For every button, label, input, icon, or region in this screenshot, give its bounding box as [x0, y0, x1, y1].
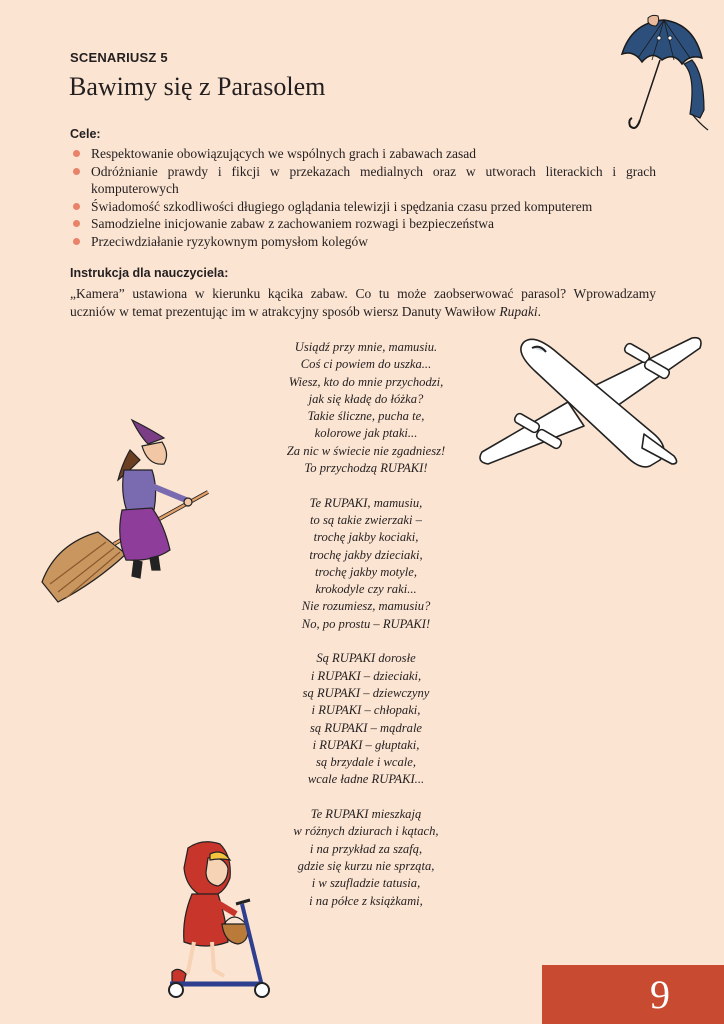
- umbrella-character-illustration: [612, 14, 712, 140]
- goal-item: Respektowanie obowiązujących we wspólnych grach i zabawach zasad: [70, 145, 656, 163]
- poem-line: trochę jakby kociaki,: [313, 530, 419, 545]
- poem-line: w różnych dziurach i kątach,: [293, 824, 439, 839]
- poem-line: Te RUPAKI, mamusiu,: [309, 495, 423, 510]
- poem-line: są RUPAKI – mądrale: [309, 720, 423, 735]
- goals-heading: Cele:: [70, 127, 101, 141]
- poem-line: i RUPAKI – chłopaki,: [311, 703, 421, 718]
- goal-item: Przeciwdziałanie ryzykownym pomysłom kolegów: [70, 233, 656, 251]
- page-title: Bawimy się z Parasolem: [69, 72, 326, 101]
- instructions-body: „Kamera” ustawiona w kierunku kącika zabaw. Co tu może zaobserwować parasol? Wprowadzamy uczniów w temat prezentując im w atrakcyjny sposób wiersz Danuty Wawiłow: [70, 286, 656, 319]
- poem-line: są brzydale i wcale,: [315, 755, 417, 770]
- poem-line: kolorowe jak ptaki...: [314, 426, 418, 441]
- poem-line: krokodyle czy raki...: [315, 582, 417, 597]
- poem-stanza: [226, 650, 506, 788]
- poem-line: wcale ładne RUPAKI...: [307, 772, 425, 787]
- goal-item: Świadomość szkodliwości długiego oglądania telewizji i spędzania czasu przed komputerem: [70, 198, 656, 216]
- poem-line: i RUPAKI – dzieciaki,: [310, 668, 422, 683]
- goals-list: [70, 145, 656, 250]
- poem-stanza: [226, 339, 506, 477]
- poem-line: Za nic w świecie nie zgadniesz!: [286, 443, 446, 458]
- poem-line: trochę jakby motyle,: [315, 564, 417, 579]
- instructions-text: [70, 285, 656, 321]
- scenario-label: SCENARIUSZ 5: [70, 50, 168, 65]
- instructions-heading: Instrukcja dla nauczyciela:: [70, 266, 229, 280]
- poem-line: i w szufladzie tatusia,: [311, 876, 421, 891]
- poem-line: Nie rozumiesz, mamusiu?: [301, 599, 431, 614]
- poem-line: Wiesz, kto do mnie przychodzi,: [288, 374, 444, 389]
- poem-line: Są RUPAKI dorosłe: [316, 651, 416, 666]
- poem-line: to są takie zwierzaki –: [310, 512, 422, 527]
- witch-on-broom-illustration: [36, 414, 216, 606]
- poem-line: i na półce z książkami,: [309, 893, 423, 908]
- poem-line: trochę jakby dzieciaki,: [309, 547, 423, 562]
- poem-line: i RUPAKI – głuptaki,: [312, 737, 420, 752]
- instructions-end: .: [537, 304, 542, 319]
- poem-line: No, po prostu – RUPAKI!: [301, 616, 431, 631]
- goal-item: Samodzielne inicjowanie zabaw z zachowaniem rozwagi i bezpieczeństwa: [70, 215, 656, 233]
- goal-item: Odróżnianie prawdy i fikcji w przekazach medialnych oraz w utworach literackich i grach komputerowych: [70, 163, 656, 198]
- poem-stanza: [226, 495, 506, 633]
- poem-line: jak się kładę do łóżka?: [308, 391, 424, 406]
- poem-line: Coś ci powiem do uszka...: [300, 357, 432, 372]
- page-number: 9: [650, 972, 670, 1017]
- poem-title-reference: Rupaki: [499, 304, 538, 319]
- poem-line: Usiądź przy mnie, mamusiu.: [294, 340, 438, 354]
- airplane-illustration: [474, 330, 706, 480]
- poem-line: są RUPAKI – dziewczyny: [302, 685, 430, 700]
- poem-line: Takie śliczne, pucha te,: [307, 409, 425, 424]
- girl-on-scooter-illustration: [158, 838, 276, 1002]
- poem-line: To przychodzą RUPAKI!: [304, 461, 428, 476]
- poem-line: Te RUPAKI mieszkają: [310, 807, 422, 822]
- page-number-tab: [542, 965, 724, 1024]
- poem-line: i na przykład za szafą,: [309, 841, 423, 856]
- poem-line: gdzie się kurzu nie sprząta,: [297, 858, 435, 873]
